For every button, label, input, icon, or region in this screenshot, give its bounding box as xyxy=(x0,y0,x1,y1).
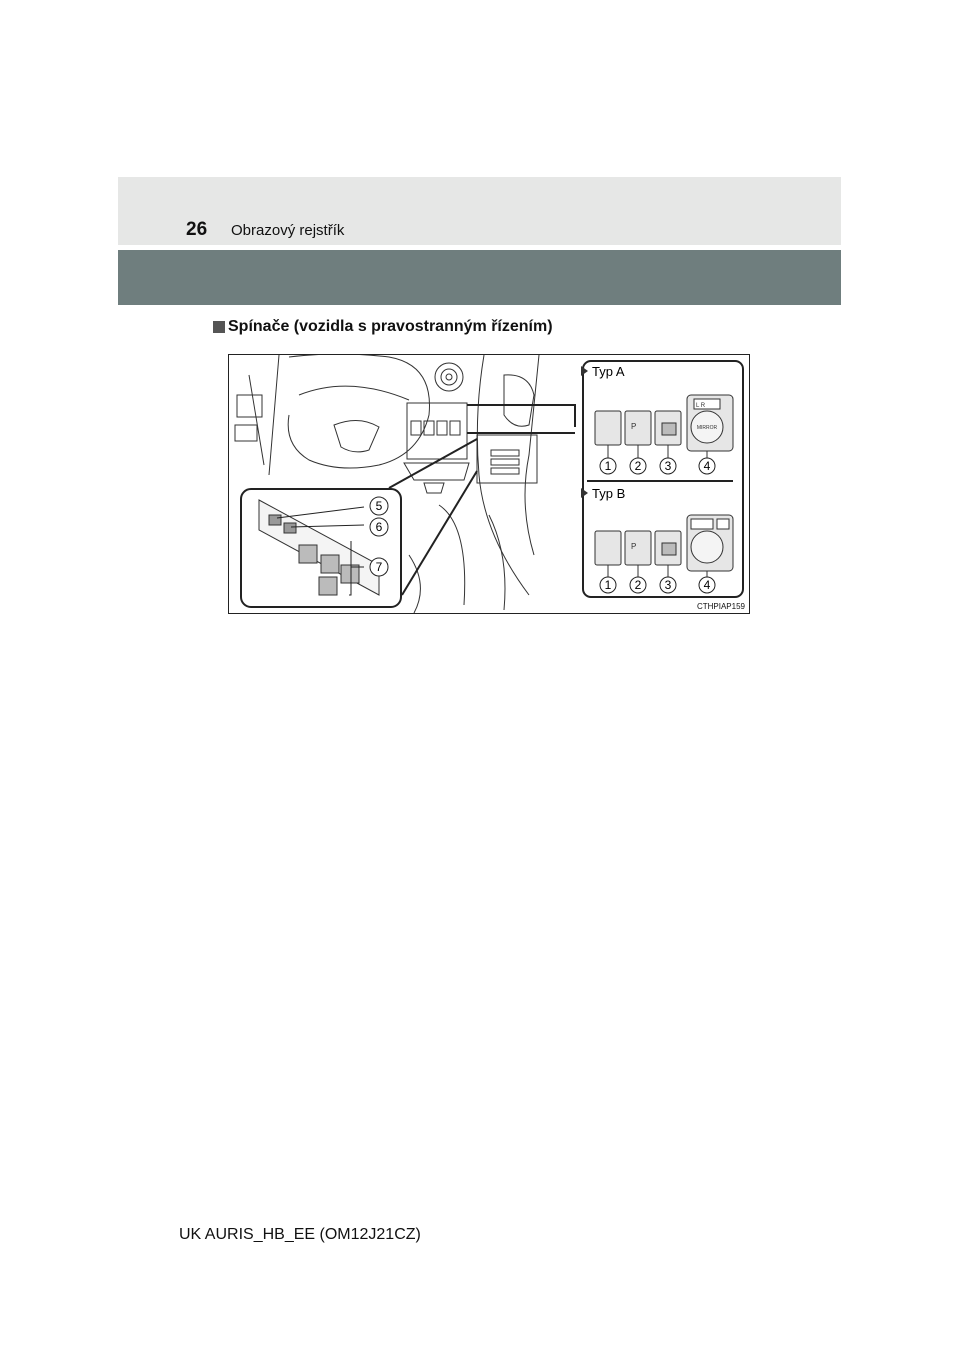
type-panels xyxy=(581,361,743,597)
mirror-lr-a: L R xyxy=(696,403,706,409)
callout-a-3: 3 xyxy=(664,459,672,473)
type-a-label: Typ A xyxy=(592,364,625,379)
callout-a-1: 1 xyxy=(604,459,612,473)
running-title: Obrazový rejstřík xyxy=(231,222,345,239)
type-b-label: Typ B xyxy=(592,486,626,501)
switches-illustration xyxy=(228,354,750,614)
square-bullet-icon xyxy=(213,321,225,333)
callout-a-4: 4 xyxy=(703,459,711,473)
figure-code: CTHPIAP159 xyxy=(696,602,745,611)
svg-text:P: P xyxy=(631,542,637,551)
callout-b-4: 4 xyxy=(703,578,711,592)
callout-5-label: 5 xyxy=(375,499,383,513)
mirror-label: MIRROR xyxy=(696,425,718,431)
callout-7-label: 7 xyxy=(375,560,383,574)
section-heading xyxy=(213,318,553,336)
callout-a-2: 2 xyxy=(634,459,642,473)
section-band xyxy=(118,250,841,305)
callout-b-2: 2 xyxy=(634,578,642,592)
svg-text:P: P xyxy=(631,422,637,431)
callout-b-3: 3 xyxy=(664,578,672,592)
page-number: 26 xyxy=(186,219,208,240)
callout-b-1: 1 xyxy=(604,578,612,592)
dashboard-drawing xyxy=(229,355,749,613)
steering-wheel xyxy=(288,355,429,468)
callout-6-label: 6 xyxy=(375,520,383,534)
section-heading-text: Spínače (vozidla s pravostranným řízením) xyxy=(228,318,553,335)
footer-document-id: UK AURIS_HB_EE (OM12J21CZ) xyxy=(179,1226,421,1243)
air-vent xyxy=(435,363,463,391)
header-band xyxy=(118,177,841,245)
